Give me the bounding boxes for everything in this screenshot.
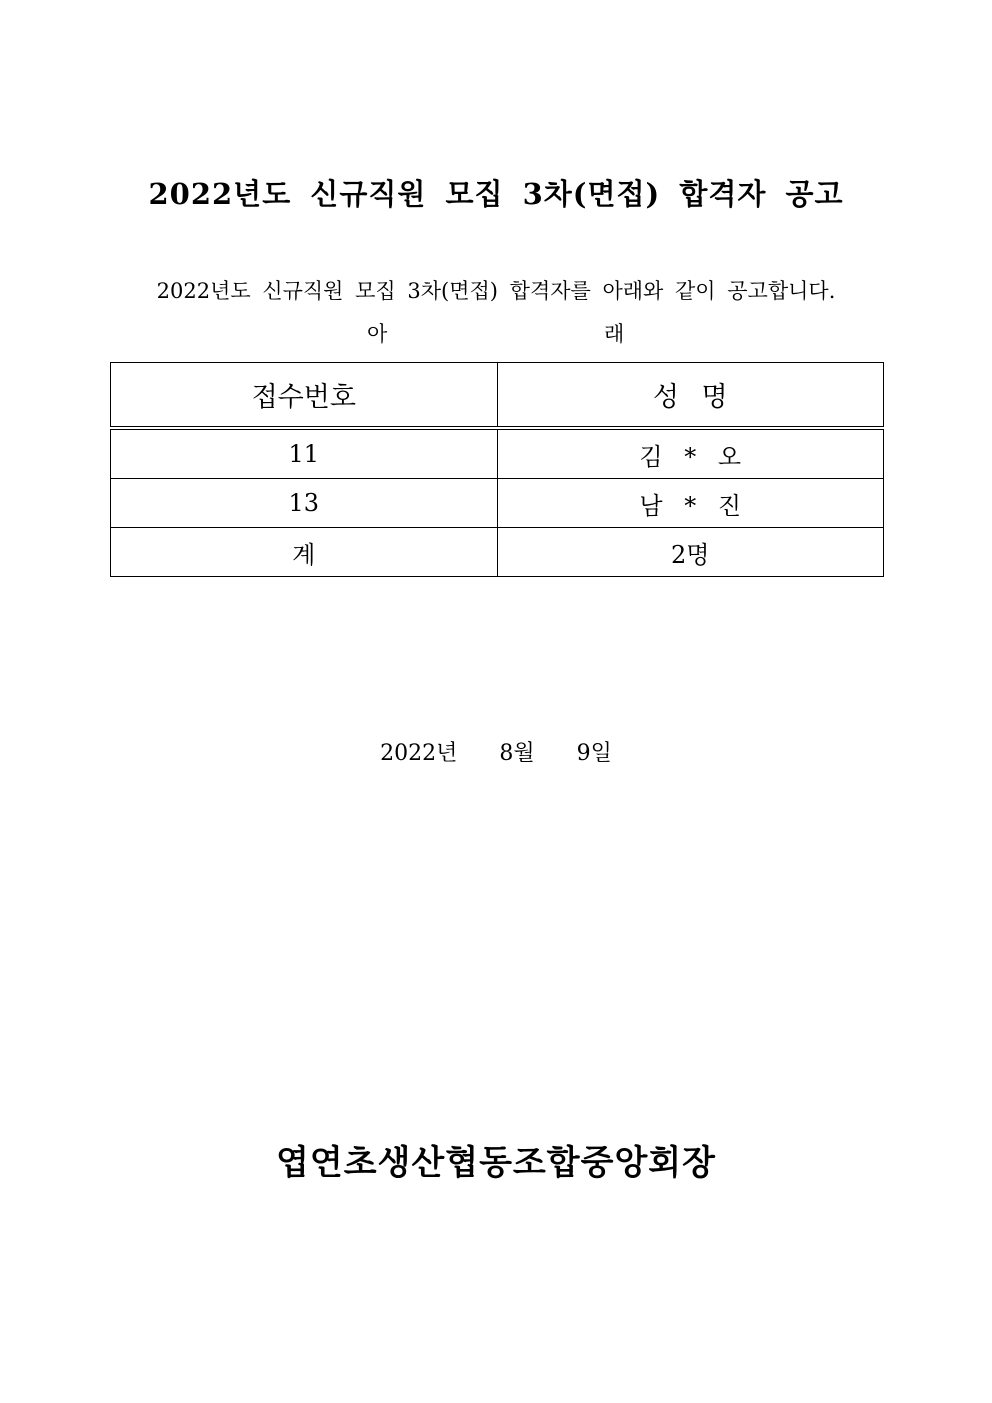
table-header-row: [111, 363, 884, 429]
applicant-name-cell: 김 * 오: [497, 428, 884, 479]
table-row: [111, 479, 884, 528]
application-number-cell: 11: [111, 428, 498, 479]
announcement-date: 2022년 8월 9일: [380, 741, 612, 766]
successful-applicants-table: [110, 362, 884, 577]
announcement-intro: 2022년도 신규직원 모집 3차(면접) 합격자를 아래와 같이 공고합니다.: [156, 279, 836, 303]
table-total-row: [111, 528, 884, 577]
document-title: 2022년도 신규직원 모집 3차(면접) 합격자 공고: [148, 177, 844, 211]
total-label-cell: 계: [111, 528, 498, 577]
below-label-rae: 래: [604, 322, 625, 346]
total-count-cell: 2명: [497, 528, 884, 577]
below-label-a: 아: [367, 322, 388, 346]
header-name: 성 명: [497, 363, 884, 429]
header-application-number: 접수번호: [111, 363, 498, 429]
table-row: [111, 428, 884, 479]
issuer-name: 엽연초생산협동조합중앙회장: [276, 1143, 716, 1183]
application-number-cell: 13: [111, 479, 498, 528]
applicant-name-cell: 남 * 진: [497, 479, 884, 528]
